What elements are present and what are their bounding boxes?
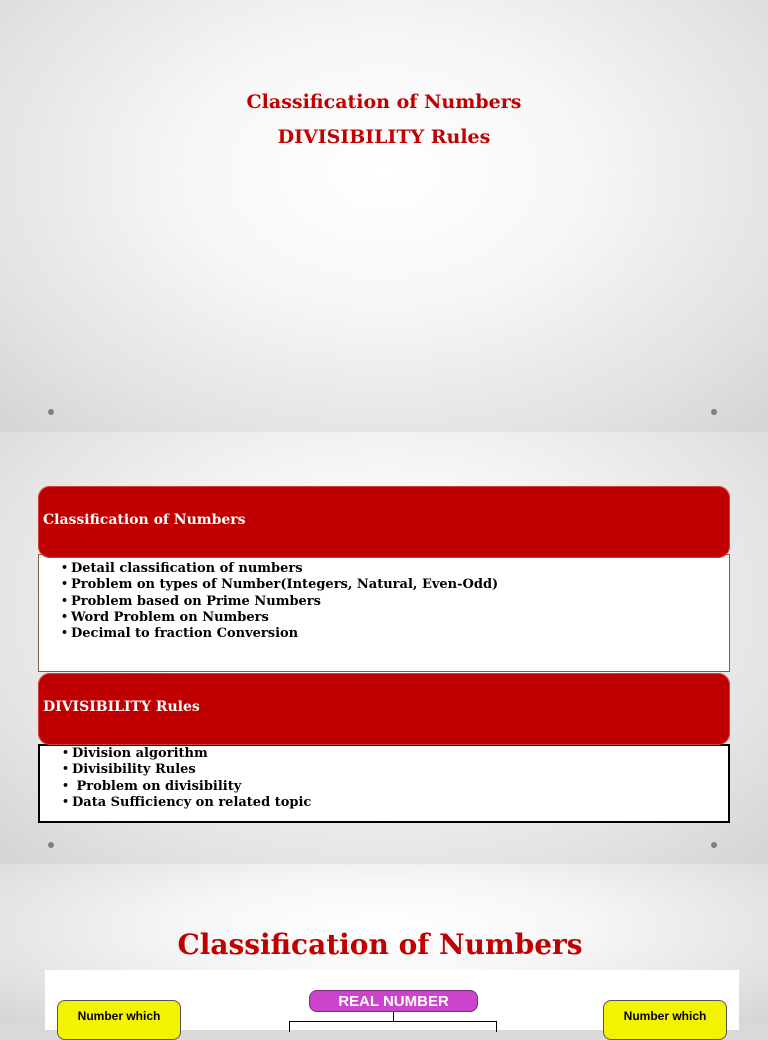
slide-corner-dot [48, 409, 54, 415]
slide-corner-dot [711, 409, 717, 415]
slide-corner-dot [48, 842, 54, 848]
diagram-right-box: Number which [603, 1000, 727, 1040]
tree-branch [289, 1021, 497, 1032]
list-item: • Divisibility Rules [62, 762, 728, 778]
slide-title-line-1: Classification of Numbers [246, 91, 522, 113]
section-header-bar [38, 486, 730, 558]
list-item: • Problem based on Prime Numbers [61, 594, 729, 610]
diagram-left-box: Number which [57, 1000, 181, 1040]
section-header-bar [38, 673, 730, 745]
slide-title-line-2: DIVISIBILITY Rules [277, 126, 491, 148]
section-heading: DIVISIBILITY Rules [43, 699, 200, 715]
list-item: • Division algorithm [62, 746, 728, 762]
slide-corner-dot [711, 842, 717, 848]
section-list-box [38, 554, 730, 672]
list-item: • Word Problem on Numbers [61, 610, 729, 626]
section-list-box [38, 744, 730, 823]
slide-heading: Classification of Numbers [177, 928, 583, 961]
diagram-root-node: REAL NUMBER [309, 990, 478, 1012]
list-item: • Problem on types of Number(Integers, Natural, Even-Odd) [61, 577, 729, 593]
section-heading: Classification of Numbers [43, 512, 246, 528]
slide-title [0, 0, 768, 432]
list-item: • Problem on divisibility [62, 779, 728, 795]
list-item: • Data Sufficiency on related topic [62, 795, 728, 811]
slide-agenda [0, 432, 768, 864]
classification-diagram [45, 970, 739, 1030]
list-item: • Detail classification of numbers [61, 561, 729, 577]
list-item: • Decimal to fraction Conversion [61, 626, 729, 642]
slide-classification [0, 864, 768, 1024]
